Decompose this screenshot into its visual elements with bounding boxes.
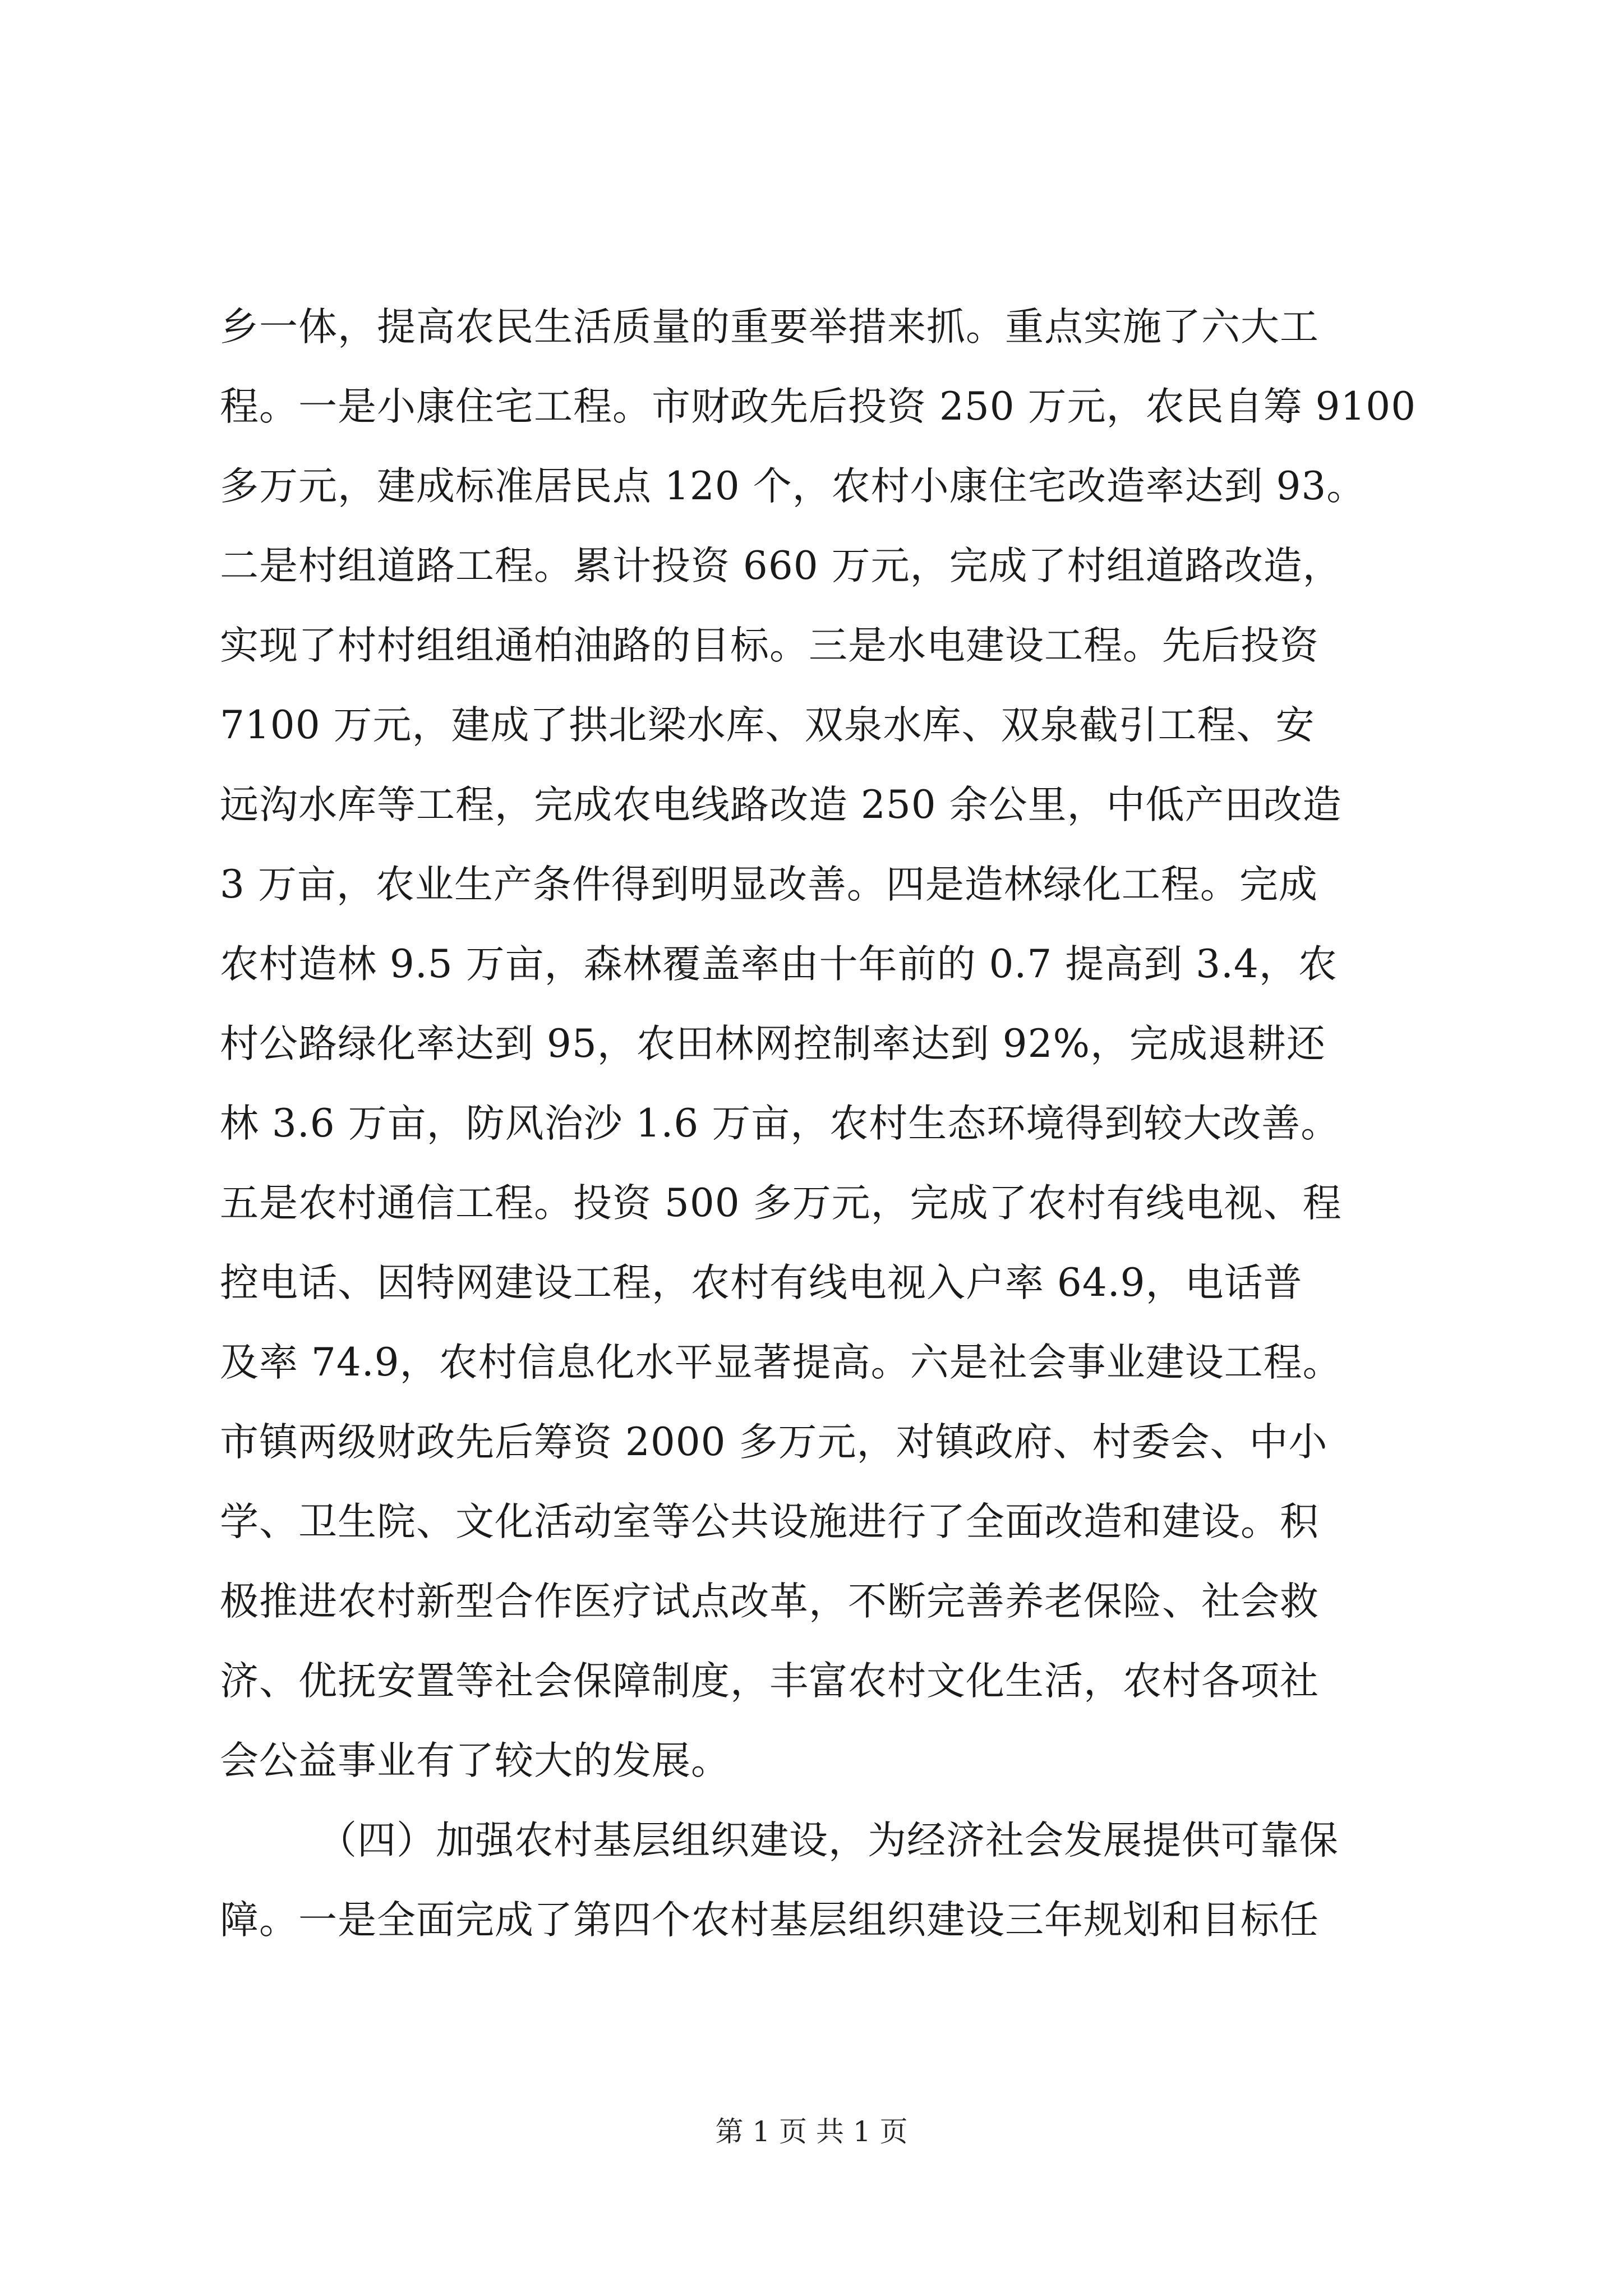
text-line: 市镇两级财政先后筹资 2000 多万元，对镇政府、村委会、中小 [220, 1420, 1328, 1465]
text-line: 程。一是小康住宅工程。市财政先后投资 250 万元，农民自筹 9100 [220, 384, 1417, 429]
text-line: 五是农村通信工程。投资 500 多万元，完成了农村有线电视、程 [220, 1181, 1342, 1226]
text-line: 3 万亩，农业生产条件得到明显改善。四是造林绿化工程。完成 [220, 862, 1318, 907]
text-line: 实现了村村组组通柏油路的目标。三是水电建设工程。先后投资 [220, 623, 1319, 668]
page-number-footer: 第 1 页 共 1 页 [715, 2115, 908, 2148]
text-line: 远沟水库等工程，完成农电线路改造 250 余公里，中低产田改造 [220, 783, 1342, 827]
text-line: 控电话、因特网建设工程，农村有线电视入户率 64.9，电话普 [220, 1260, 1303, 1305]
text-line: 村公路绿化率达到 95，农田林网控制率达到 92%，完成退耕还 [220, 1022, 1326, 1066]
text-line: 学、卫生院、文化活动室等公共设施进行了全面改造和建设。积 [220, 1499, 1319, 1544]
text-line: 林 3.6 万亩，防风治沙 1.6 万亩，农村生态环境得到较大改善。 [220, 1101, 1340, 1146]
text-line: 及率 74.9，农村信息化水平显著提高。六是社会事业建设工程。 [220, 1340, 1342, 1385]
text-line: 乡一体，提高农民生活质量的重要举措来抓。重点实施了六大工 [220, 305, 1319, 349]
text-line: 7100 万元，建成了拱北梁水库、双泉水库、双泉截引工程、安 [220, 703, 1315, 748]
text-line: 二是村组道路工程。累计投资 660 万元，完成了村组道路改造， [220, 544, 1342, 588]
section-heading-line: （四）加强农村基层组织建设，为经济社会发展提供可靠保 [318, 1818, 1339, 1863]
text-line: 障。一是全面完成了第四个农村基层组织建设三年规划和目标任 [220, 1898, 1319, 1943]
document-body [220, 287, 1417, 1960]
text-line: 多万元，建成标准居民点 120 个，农村小康住宅改造率达到 93。 [220, 464, 1366, 509]
text-line: 济、优抚安置等社会保障制度，丰富农村文化生活，农村各项社 [220, 1659, 1319, 1704]
text-line: 极推进农村新型合作医疗试点改革，不断完善养老保险、社会救 [220, 1579, 1319, 1624]
text-line: 会公益事业有了较大的发展。 [220, 1738, 730, 1783]
text-line: 农村造林 9.5 万亩，森林覆盖率由十年前的 0.7 提高到 3.4，农 [220, 942, 1338, 987]
